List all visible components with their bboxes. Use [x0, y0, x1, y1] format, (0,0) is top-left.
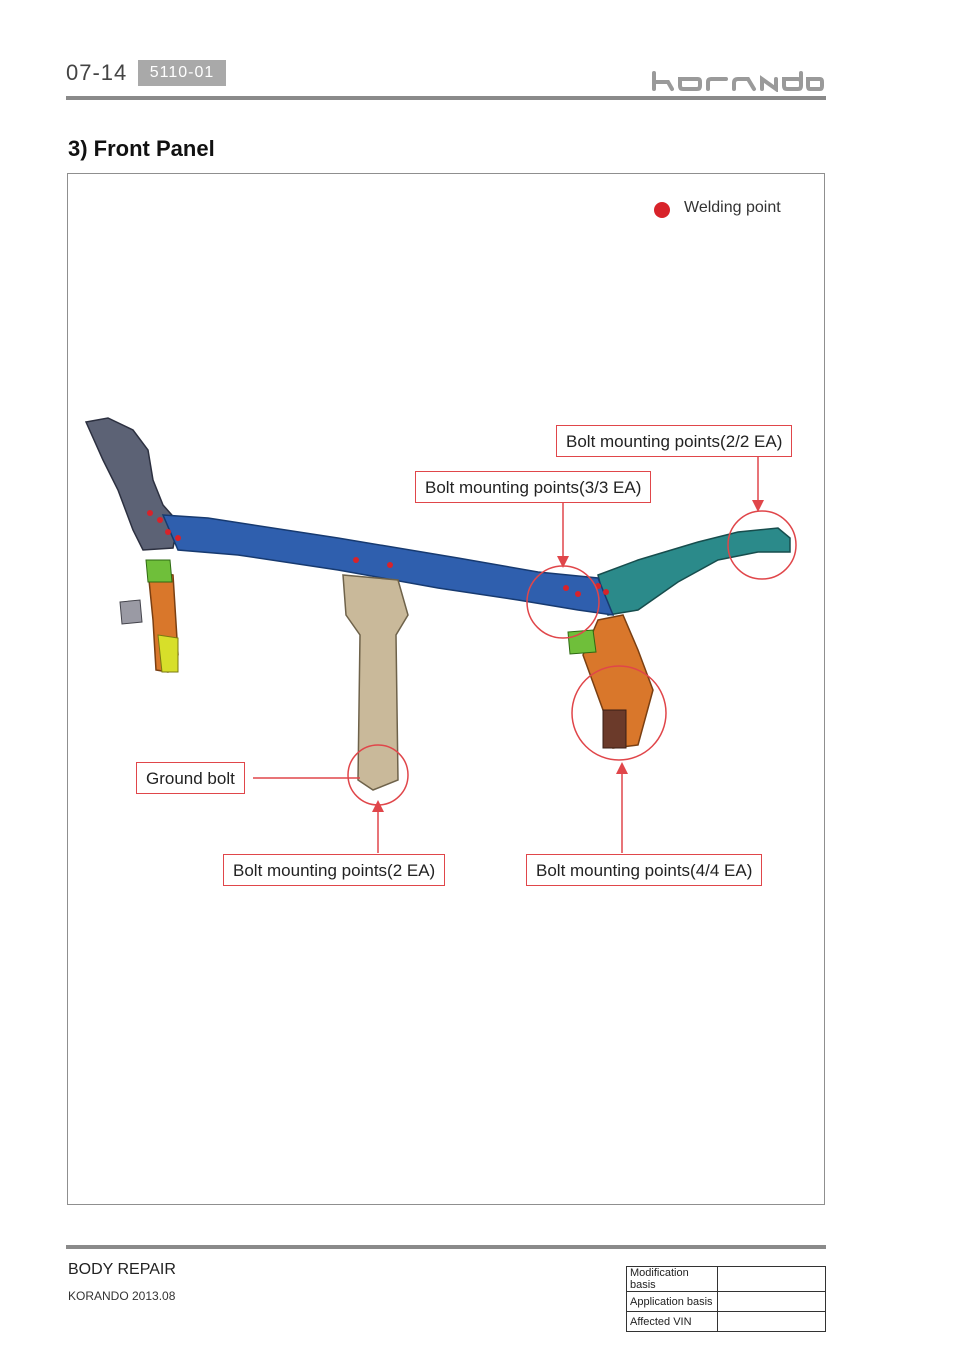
front-panel-diagram: [78, 410, 818, 810]
table-value: [718, 1292, 826, 1312]
weld-point: [575, 591, 581, 597]
callout-ground-bolt: Ground bolt: [136, 762, 245, 794]
callout-bolt-2-2: Bolt mounting points(2/2 EA): [556, 425, 792, 457]
callout-bolt-3-3: Bolt mounting points(3/3 EA): [415, 471, 651, 503]
table-label: Affected VIN: [627, 1312, 718, 1332]
callout-bolt-4-4: Bolt mounting points(4/4 EA): [526, 854, 762, 886]
left-leg-tip: [158, 635, 178, 672]
section-code-badge: 5110-01: [138, 60, 226, 86]
left-upper-bracket: [86, 418, 178, 550]
korando-logo: [650, 70, 825, 92]
right-leg-plate: [603, 710, 626, 748]
footer-subtitle: KORANDO 2013.08: [68, 1289, 176, 1303]
weld-point: [353, 557, 359, 563]
section-title: 3) Front Panel: [68, 136, 215, 161]
table-value: [718, 1312, 826, 1332]
right-upper-bracket: [598, 528, 790, 615]
weld-point: [603, 589, 609, 595]
header-rule: [66, 96, 826, 100]
table-label: Application basis: [627, 1292, 718, 1312]
welding-point-dot: [654, 202, 670, 218]
right-lamp-mount: [568, 630, 596, 654]
left-lamp-mount: [146, 560, 172, 582]
table-row: [627, 1292, 826, 1312]
table-label: Modification basis: [627, 1267, 718, 1292]
weld-point: [563, 585, 569, 591]
callout-bolt-2: Bolt mounting points(2 EA): [223, 854, 445, 886]
weld-point: [175, 535, 181, 541]
table-row: [627, 1312, 826, 1332]
weld-point: [165, 529, 171, 535]
left-foot: [120, 600, 142, 624]
welding-point-label: Welding point: [684, 199, 781, 216]
table-row: [627, 1267, 826, 1292]
table-value: [718, 1267, 826, 1292]
modification-table: [626, 1266, 826, 1332]
weld-point: [157, 517, 163, 523]
page-number: 07-14: [66, 60, 128, 85]
weld-point: [147, 510, 153, 516]
weld-point: [595, 583, 601, 589]
center-stay: [343, 575, 408, 790]
footer-rule: [66, 1245, 826, 1249]
footer-title: BODY REPAIR: [68, 1261, 176, 1278]
weld-point: [387, 562, 393, 568]
